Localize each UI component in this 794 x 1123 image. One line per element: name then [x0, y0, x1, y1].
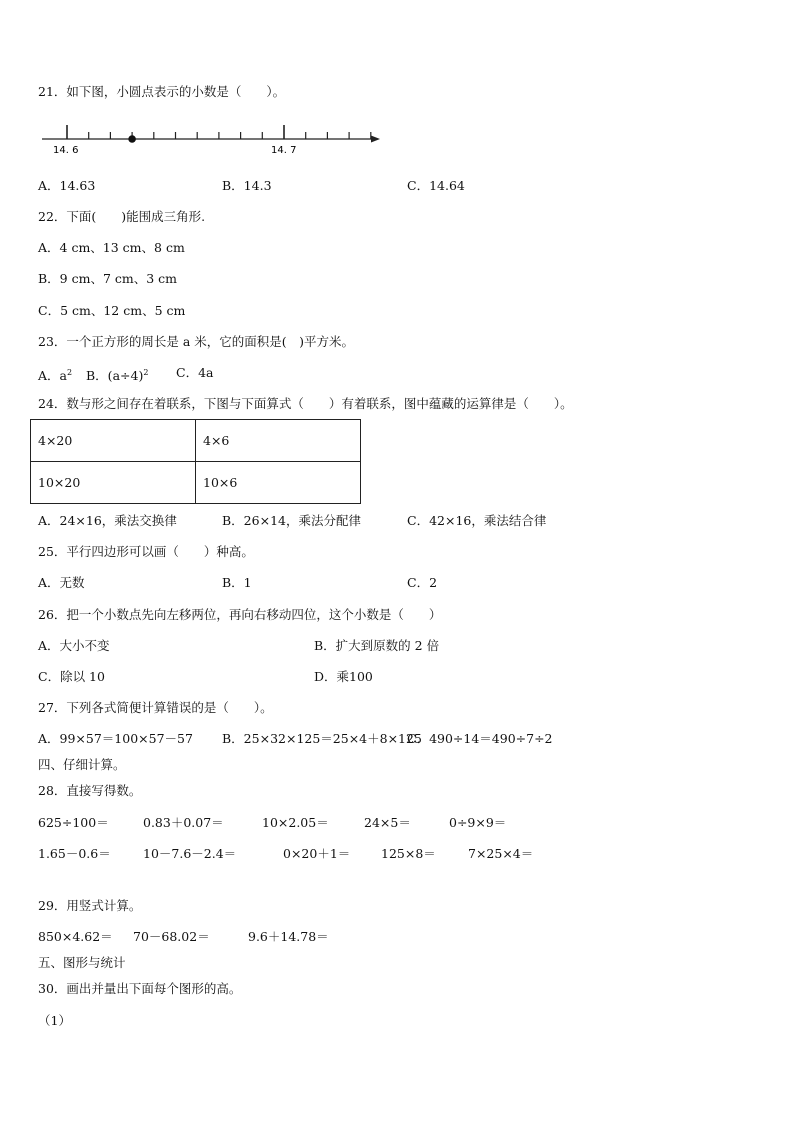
q23-stem: 23．一个正方形的周长是 a 米，它的面积是( )平方米。 [38, 334, 355, 349]
q22-stem: 22．下面( )能围成三角形. [38, 209, 206, 224]
q22-option-c: C．5 cm、12 cm、5 cm [38, 303, 186, 318]
number-line-label-right: 14. 7 [271, 145, 297, 156]
q26-stem: 26．把一个小数点先向左移两位，再向右移动四位，这个小数是（ ） [38, 607, 442, 622]
q24-cell: 10×20 [31, 462, 196, 504]
q29-stem: 29．用竖式计算。 [38, 898, 142, 913]
q28-stem: 28．直接写得数。 [38, 783, 142, 798]
q28-item: 1.65－0.6＝ [38, 846, 111, 861]
q27-option-c: C．490÷14＝490÷7÷2 [407, 731, 553, 746]
q28-item: 7×25×4＝ [468, 846, 534, 861]
q21-number-line [36, 118, 386, 160]
q29-item: 850×4.62＝ [38, 929, 113, 944]
q29-item: 9.6＋14.78＝ [248, 929, 329, 944]
q24-option-c: C．42×16，乘法结合律 [407, 513, 547, 528]
q23-option-c: C．4a [176, 365, 214, 380]
q27-option-a: A．99×57＝100×57－57 [38, 731, 193, 746]
q23-option-b: B．$(a\div 4)^2$ [86, 368, 149, 383]
q28-item: 125×8＝ [381, 846, 436, 861]
q27-option-b: B．25×32×125＝25×4＋8×125 [222, 731, 422, 746]
q30-subpart-label: （1） [38, 1013, 71, 1028]
q29-item: 70－68.02＝ [133, 929, 210, 944]
q22-option-b: B．9 cm、7 cm、3 cm [38, 271, 178, 286]
number-line-label-left: 14. 6 [53, 145, 79, 156]
q23-option-a: A．$a^2$ [38, 368, 73, 383]
q21-option-a: A．14.63 [38, 178, 96, 193]
q24-cell: 4×20 [31, 420, 196, 462]
q24-stem: 24．数与形之间存在着联系，下图与下面算式（ ）有着联系，图中蕴藏的运算律是（ ）。 [38, 396, 573, 411]
q28-item: 625÷100＝ [38, 815, 109, 830]
q24-option-b: B．26×14，乘法分配律 [222, 513, 361, 528]
q24-option-a: A．24×16，乘法交换律 [38, 513, 177, 528]
q21-option-b: B．14.3 [222, 178, 272, 193]
q27-stem: 27．下列各式简便计算错误的是（ ）。 [38, 700, 273, 715]
q25-option-c: C．2 [407, 575, 438, 590]
q25-stem: 25．平行四边形可以画（ ）种高。 [38, 544, 254, 559]
q22-option-a: A．4 cm、13 cm、8 cm [38, 240, 185, 255]
q21-stem: 21．如下图，小圆点表示的小数是（ ）。 [38, 84, 286, 99]
q28-item: 24×5＝ [364, 815, 411, 830]
q28-item: 0×20＋1＝ [283, 846, 351, 861]
q24-area-table [30, 419, 361, 504]
q30-stem: 30．画出并量出下面每个图形的高。 [38, 981, 242, 996]
q26-option-d: D．乘100 [314, 669, 373, 684]
q26-option-c: C．除以 10 [38, 669, 105, 684]
section-5-heading: 五、图形与统计 [38, 955, 126, 970]
number-line-dot [128, 135, 136, 143]
q24-cell: 10×6 [196, 462, 361, 504]
q28-item: 0÷9×9＝ [449, 815, 507, 830]
q28-item: 10－7.6－2.4＝ [143, 846, 237, 861]
q26-option-a: A．大小不变 [38, 638, 110, 653]
q25-option-a: A．无数 [38, 575, 85, 590]
q28-item: 0.83＋0.07＝ [143, 815, 224, 830]
q24-cell: 4×6 [196, 420, 361, 462]
q26-option-b: B．扩大到原数的 2 倍 [314, 638, 440, 653]
q21-option-c: C．14.64 [407, 178, 465, 193]
q28-item: 10×2.05＝ [262, 815, 329, 830]
q25-option-b: B．1 [222, 575, 252, 590]
section-4-heading: 四、仔细计算。 [38, 757, 126, 772]
